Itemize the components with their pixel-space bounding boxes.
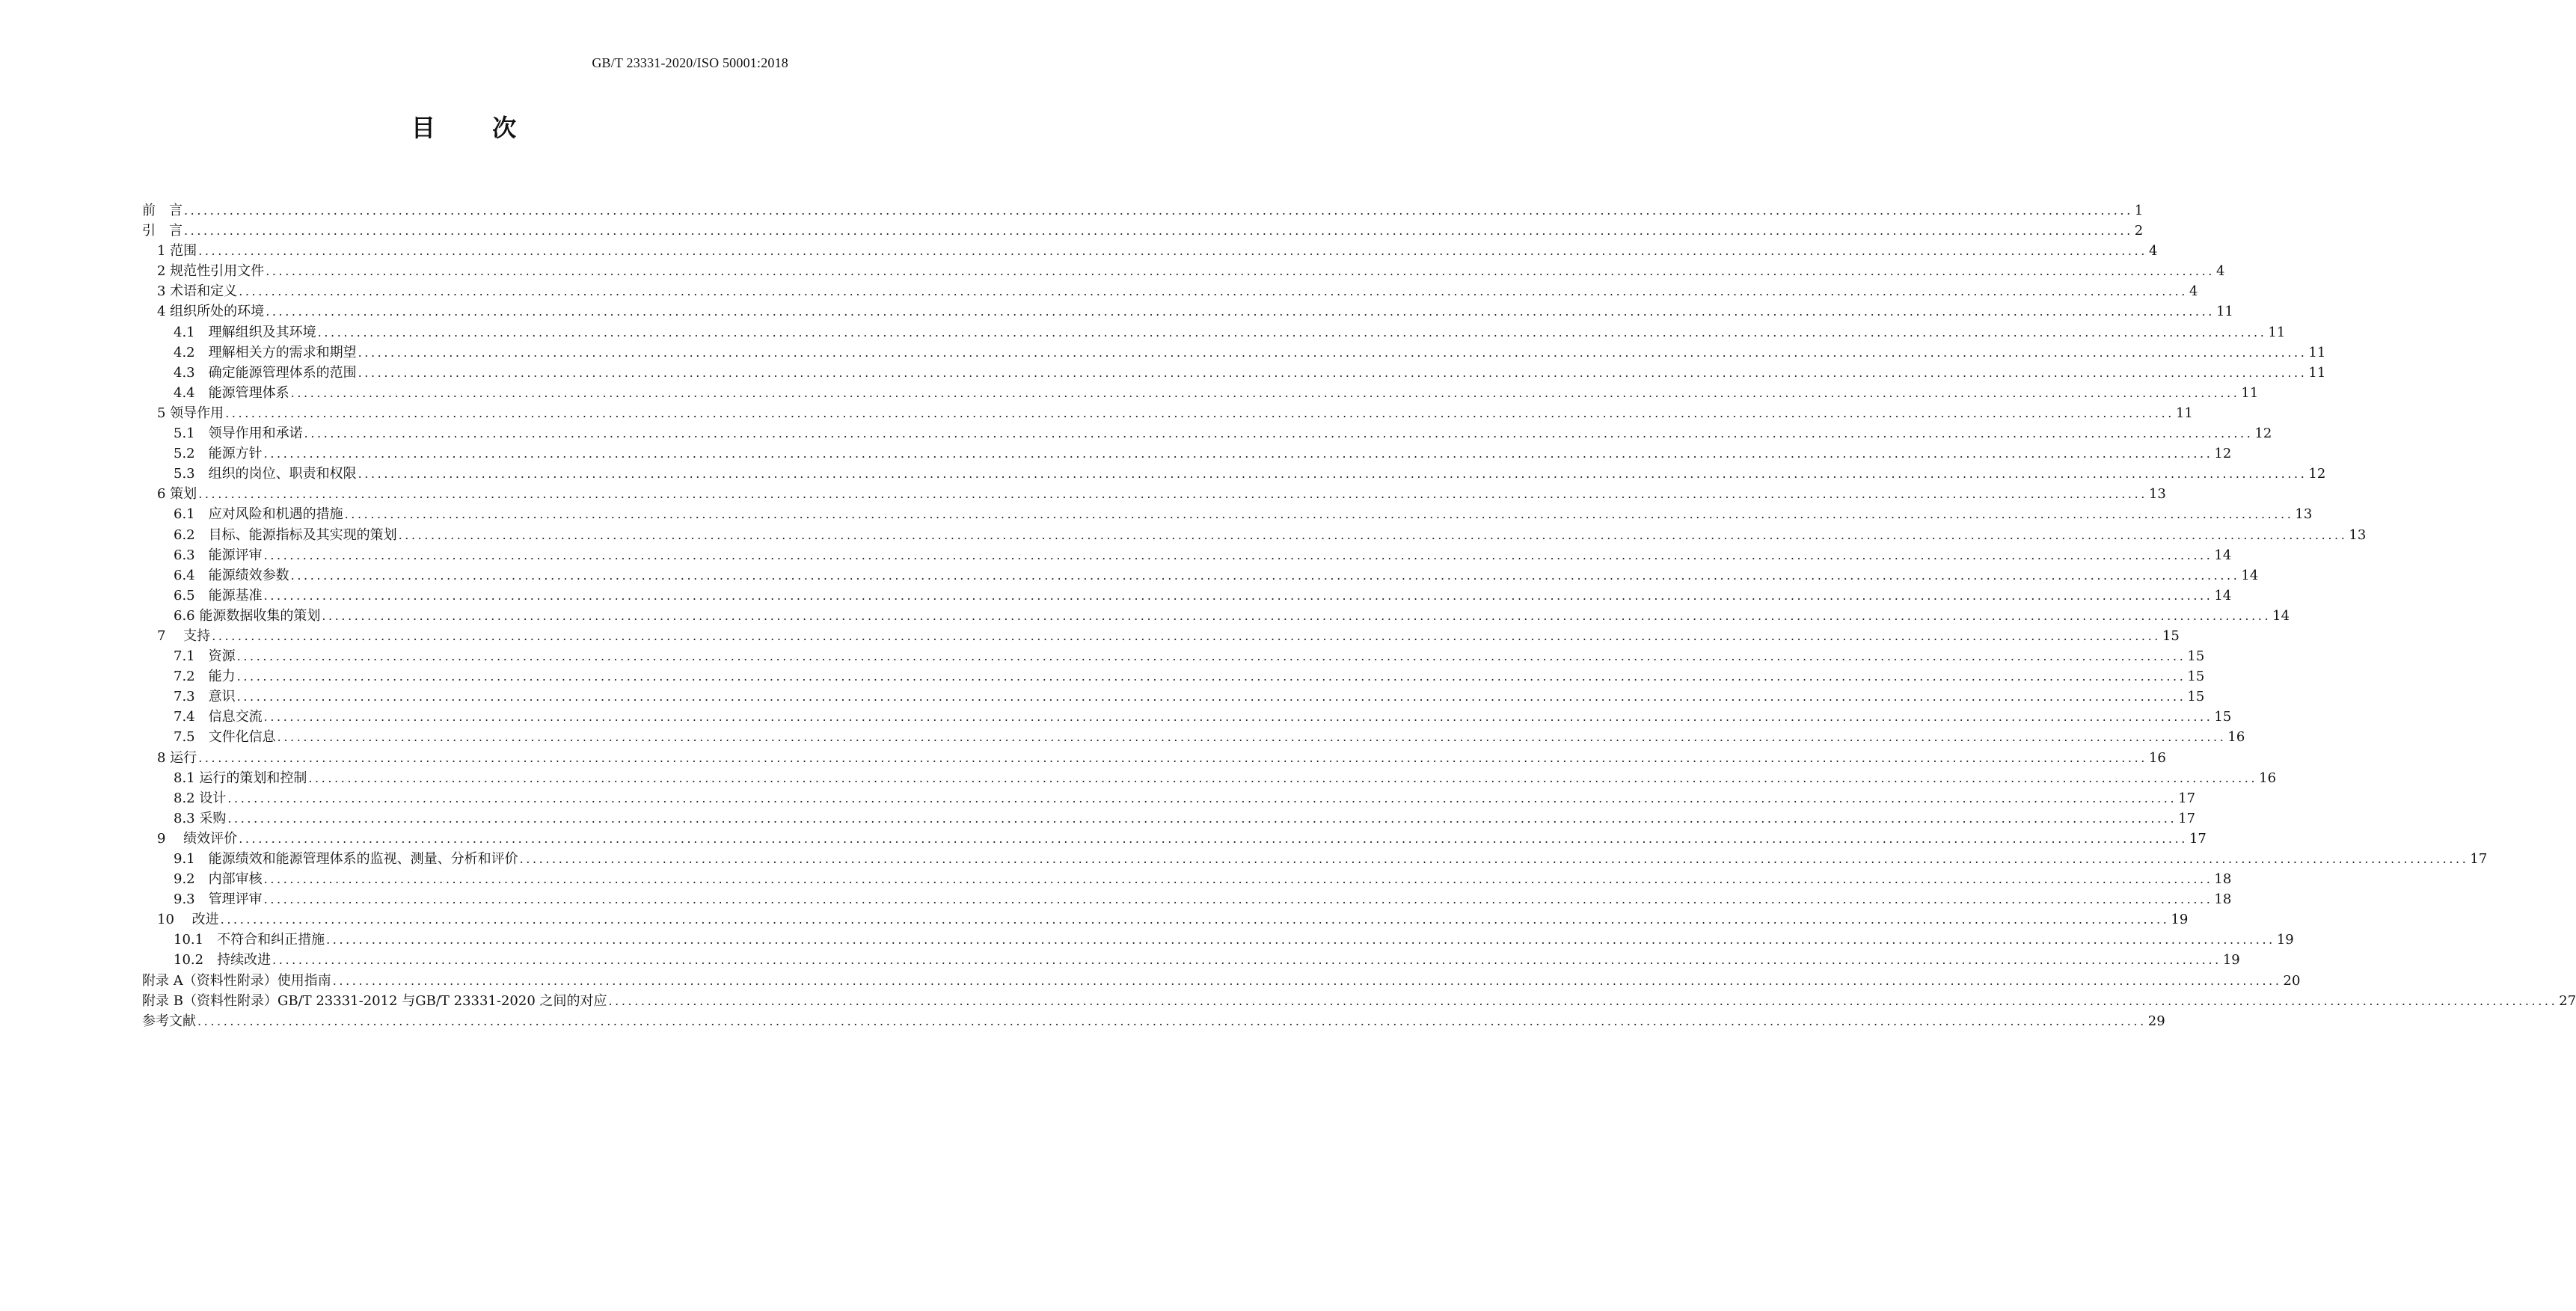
toc-entry-page-number: 29: [2147, 1013, 2165, 1029]
dot-leader: ............................................................................................................................................................................................................................................................................................................: [608, 993, 2558, 1008]
dot-leader: ............................................................................................................................................................................................................................................................................................................: [212, 628, 2161, 643]
toc-entry[interactable]: [142, 767, 2277, 787]
toc-entry[interactable]: [142, 382, 2259, 402]
toc-entry-label: 9 绩效评价: [157, 830, 238, 847]
dot-leader: ............................................................................................................................................................................................................................................................................................................: [290, 385, 2240, 400]
toc-entry-page-number: 4: [2215, 263, 2225, 280]
toc-entry-label: 4.3 确定能源管理体系的范围: [174, 364, 357, 381]
toc-entry-label: 7.2 能力: [174, 669, 236, 685]
dot-leader: ............................................................................................................................................................................................................................................................................................................: [239, 284, 2188, 299]
toc-entry-page-number: 11: [2241, 384, 2259, 401]
toc-entry-page-number: 11: [2215, 304, 2233, 320]
toc-entry-page-number: 13: [2349, 526, 2367, 543]
dot-leader: ............................................................................................................................................................................................................................................................................................................: [263, 446, 2213, 461]
toc-entry[interactable]: [142, 888, 2232, 909]
dot-leader: ............................................................................................................................................................................................................................................................................................................: [272, 953, 2221, 968]
toc-entry[interactable]: [142, 970, 2301, 990]
dot-leader: ............................................................................................................................................................................................................................................................................................................: [263, 710, 2213, 725]
toc-entry-page-number: 11: [2175, 405, 2193, 421]
toc-entry[interactable]: [142, 909, 2189, 929]
dot-leader: ............................................................................................................................................................................................................................................................................................................: [326, 933, 2275, 948]
dot-leader: ............................................................................................................................................................................................................................................................................................................: [225, 405, 2174, 420]
toc-entry-label: 6.1 应对风险和机遇的措施: [174, 506, 343, 523]
toc-entry-label: 8.2 设计: [174, 790, 227, 806]
dot-leader: ............................................................................................................................................................................................................................................................................................................: [227, 790, 2177, 805]
title-char-1: 目: [411, 114, 435, 142]
toc-entry-label: 5.3 组织的岗位、职责和权限: [174, 466, 357, 482]
toc-entry[interactable]: [142, 565, 2259, 585]
dot-leader: ............................................................................................................................................................................................................................................................................................................: [266, 264, 2215, 279]
toc-entry-page-number: 20: [2283, 972, 2301, 989]
toc-entry-label: 7.1 资源: [174, 648, 236, 665]
toc-entry-page-number: 19: [2171, 912, 2189, 928]
toc-entry[interactable]: [142, 463, 2326, 483]
toc-entry[interactable]: [142, 747, 2166, 767]
toc-entry-label: 7.3 意识: [174, 689, 236, 705]
toc-entry-label: 4.2 理解相关方的需求和期望: [174, 344, 357, 360]
toc-entry-page-number: 14: [2272, 607, 2290, 624]
toc-entry[interactable]: [142, 483, 2166, 503]
toc-entry-page-number: 14: [2214, 547, 2232, 563]
dot-leader: ............................................................................................................................................................................................................................................................................................................: [184, 203, 2133, 218]
toc-entry-label: 8.1 运行的策划和控制: [174, 770, 307, 786]
toc-entry-label: 10 改进: [157, 912, 219, 928]
dot-leader: ............................................................................................................................................................................................................................................................................................................: [184, 224, 2133, 239]
toc-entry[interactable]: [142, 868, 2232, 888]
toc-entry-page-number: 4: [2189, 283, 2198, 300]
title-char-2: 次: [492, 114, 517, 142]
toc-entry-page-number: 19: [2276, 932, 2294, 948]
toc-entry-label: 5.1 领导作用和承诺: [174, 426, 303, 442]
dot-leader: ............................................................................................................................................................................................................................................................................................................: [322, 608, 2272, 623]
toc-entry-page-number: 17: [2178, 810, 2196, 826]
dot-leader: ............................................................................................................................................................................................................................................................................................................: [263, 547, 2213, 562]
dot-leader: ............................................................................................................................................................................................................................................................................................................: [227, 811, 2177, 826]
toc-entry-page-number: 15: [2187, 648, 2205, 665]
toc-entry[interactable]: [142, 929, 2294, 949]
dot-leader: ............................................................................................................................................................................................................................................................................................................: [220, 912, 2170, 927]
toc-entry-label: 9.3 管理评审: [174, 891, 263, 908]
toc-entry-page-number: 1: [2134, 203, 2144, 218]
toc-entry[interactable]: [142, 625, 2180, 645]
toc-entry-label: 引 言: [142, 223, 183, 239]
toc-entry-page-number: 14: [2241, 567, 2259, 583]
toc-entry[interactable]: [142, 200, 2144, 220]
toc-entry[interactable]: [142, 949, 2240, 969]
toc-entry-label: 10.2 持续改进: [174, 952, 272, 968]
toc-entry-label: 7.4 信息交流: [174, 709, 263, 725]
toc-entry[interactable]: [142, 503, 2313, 524]
toc-entry-label: 附录 A（资料性附录）使用指南: [142, 972, 331, 989]
toc-entry-label: 前 言: [142, 203, 183, 218]
toc-entry-page-number: 17: [2178, 790, 2196, 806]
toc-entry-label: 6.5 能源基准: [174, 587, 263, 604]
dot-leader: ............................................................................................................................................................................................................................................................................................................: [198, 750, 2147, 765]
toc-entry[interactable]: [142, 240, 2158, 260]
toc-entry[interactable]: [142, 423, 2272, 443]
dot-leader: ............................................................................................................................................................................................................................................................................................................: [239, 831, 2188, 846]
toc-entry[interactable]: [142, 524, 2367, 544]
toc-entry[interactable]: [142, 585, 2232, 605]
toc-entry[interactable]: [142, 362, 2326, 382]
toc-entry-page-number: 2: [2134, 223, 2144, 239]
dot-leader: ............................................................................................................................................................................................................................................................................................................: [358, 365, 2307, 380]
toc-entry-label: 5 领导作用: [157, 405, 224, 421]
toc-entry-page-number: 11: [2308, 364, 2326, 381]
dot-leader: ............................................................................................................................................................................................................................................................................................................: [236, 669, 2186, 684]
toc-entry-label: 7 支持: [157, 627, 211, 644]
toc-entry-page-number: 15: [2162, 627, 2180, 644]
toc-entry[interactable]: [142, 260, 2225, 280]
dot-leader: ............................................................................................................................................................................................................................................................................................................: [236, 690, 2186, 704]
toc-entry-page-number: 18: [2214, 891, 2232, 908]
toc-entry-page-number: 12: [2214, 446, 2232, 462]
dot-leader: ............................................................................................................................................................................................................................................................................................................: [198, 487, 2147, 502]
toc-entry-label: 4.1 理解组织及其环境: [174, 324, 316, 340]
dot-leader: ............................................................................................................................................................................................................................................................................................................: [290, 568, 2240, 583]
toc-entry-label: 7.5 文件化信息: [174, 729, 276, 746]
toc-entry-label: 9.1 能源绩效和能源管理体系的监视、测量、分析和评价: [174, 851, 518, 867]
toc-entry[interactable]: [142, 990, 2576, 1010]
toc-entry-label: 参考文献: [142, 1013, 196, 1029]
dot-leader: ............................................................................................................................................................................................................................................................................................................: [317, 325, 2267, 340]
toc-entry-page-number: 17: [2189, 830, 2207, 847]
toc-entry[interactable]: [142, 322, 2286, 342]
page-title: [0, 109, 927, 144]
toc-entry-label: 附录 B（资料性附录）GB/T 23331-2012 与GB/T 23331-2020 之间的对应: [142, 992, 607, 1009]
toc-entry[interactable]: [142, 443, 2232, 463]
dot-leader: ............................................................................................................................................................................................................................................................................................................: [398, 527, 2348, 542]
toc-entry[interactable]: [142, 645, 2205, 666]
toc-entry-label: 1 范围: [157, 243, 197, 260]
toc-entry-page-number: 17: [2470, 851, 2488, 867]
toc-entry[interactable]: [142, 220, 2144, 240]
standard-code-header: GB/T 23331-2020/ISO 50001:2018: [592, 55, 788, 70]
toc-entry-page-number: 19: [2222, 952, 2240, 968]
dot-leader: ............................................................................................................................................................................................................................................................................................................: [519, 852, 2469, 866]
toc-entry[interactable]: [142, 726, 2245, 746]
toc-entry[interactable]: [142, 605, 2290, 625]
toc-entry-label: 8.3 采购: [174, 810, 227, 826]
toc-entry-label: 4 组织所处的环境: [157, 304, 265, 320]
toc-entry[interactable]: [142, 848, 2488, 868]
toc-entry-page-number: 15: [2214, 709, 2232, 725]
toc-entry[interactable]: [142, 280, 2198, 301]
toc-entry[interactable]: [142, 787, 2196, 808]
toc-entry-label: 10.1 不符合和纠正措施: [174, 932, 325, 948]
dot-leader: ............................................................................................................................................................................................................................................................................................................: [197, 1013, 2147, 1028]
dot-leader: ............................................................................................................................................................................................................................................................................................................: [266, 304, 2215, 319]
toc-entry[interactable]: [142, 828, 2207, 848]
toc-entry-page-number: 16: [2259, 770, 2277, 786]
toc-entry[interactable]: [142, 342, 2326, 362]
dot-leader: ............................................................................................................................................................................................................................................................................................................: [263, 872, 2213, 887]
toc-entry-label: 6 策划: [157, 486, 197, 503]
toc-entry-label: 2 规范性引用文件: [157, 263, 265, 280]
dot-leader: ............................................................................................................................................................................................................................................................................................................: [277, 730, 2227, 745]
dot-leader: ............................................................................................................................................................................................................................................................................................................: [263, 892, 2213, 907]
toc-entry-page-number: 15: [2187, 669, 2205, 685]
dot-leader: ............................................................................................................................................................................................................................................................................................................: [332, 973, 2282, 988]
toc-entry[interactable]: [142, 666, 2205, 686]
dot-leader: ............................................................................................................................................................................................................................................................................................................: [308, 770, 2258, 785]
toc-entry-page-number: 11: [2308, 344, 2326, 360]
toc-entry-page-number: 27: [2559, 992, 2576, 1009]
toc-entry[interactable]: [142, 706, 2232, 726]
toc-entry[interactable]: [142, 686, 2205, 706]
dot-leader: ............................................................................................................................................................................................................................................................................................................: [198, 244, 2147, 259]
toc-entry-label: 3 术语和定义: [157, 283, 238, 300]
toc-entry-label: 6.2 目标、能源指标及其实现的策划: [174, 526, 397, 543]
toc-entry[interactable]: [142, 544, 2232, 565]
toc-entry-page-number: 12: [2308, 466, 2326, 482]
toc-entry[interactable]: [142, 402, 2193, 423]
dot-leader: ............................................................................................................................................................................................................................................................................................................: [344, 507, 2294, 522]
toc-entry-page-number: 16: [2148, 749, 2166, 766]
toc-entry-label: 9.2 内部审核: [174, 871, 263, 888]
toc-entry-label: 5.2 能源方针: [174, 446, 263, 462]
toc-entry[interactable]: [142, 301, 2233, 321]
toc-entry-label: 6.4 能源绩效参数: [174, 567, 289, 583]
toc-entry-page-number: 16: [2227, 729, 2245, 746]
toc-entry-page-number: 13: [2148, 486, 2166, 503]
toc-entry-label: 6.3 能源评审: [174, 547, 263, 563]
dot-leader: ............................................................................................................................................................................................................................................................................................................: [358, 345, 2307, 360]
toc-entry-label: 8 运行: [157, 749, 197, 766]
toc-entry-page-number: 11: [2268, 324, 2286, 340]
dot-leader: ............................................................................................................................................................................................................................................................................................................: [304, 426, 2254, 441]
toc-entry-label: 4.4 能源管理体系: [174, 384, 289, 401]
toc-entry-page-number: 18: [2214, 871, 2232, 888]
toc-entry-page-number: 14: [2214, 587, 2232, 604]
toc-entry[interactable]: [142, 808, 2196, 828]
toc-entry-page-number: 13: [2295, 506, 2313, 523]
toc-entry-page-number: 4: [2148, 243, 2158, 260]
table-of-contents: [142, 200, 2576, 1031]
dot-leader: ............................................................................................................................................................................................................................................................................................................: [263, 588, 2213, 603]
dot-leader: ............................................................................................................................................................................................................................................................................................................: [236, 649, 2186, 664]
toc-entry-page-number: 12: [2254, 426, 2272, 442]
toc-entry-label: 6.6 能源数据收集的策划: [174, 607, 321, 624]
toc-entry[interactable]: [142, 1010, 2165, 1031]
toc-entry-page-number: 15: [2187, 689, 2205, 705]
dot-leader: ............................................................................................................................................................................................................................................................................................................: [358, 467, 2307, 482]
